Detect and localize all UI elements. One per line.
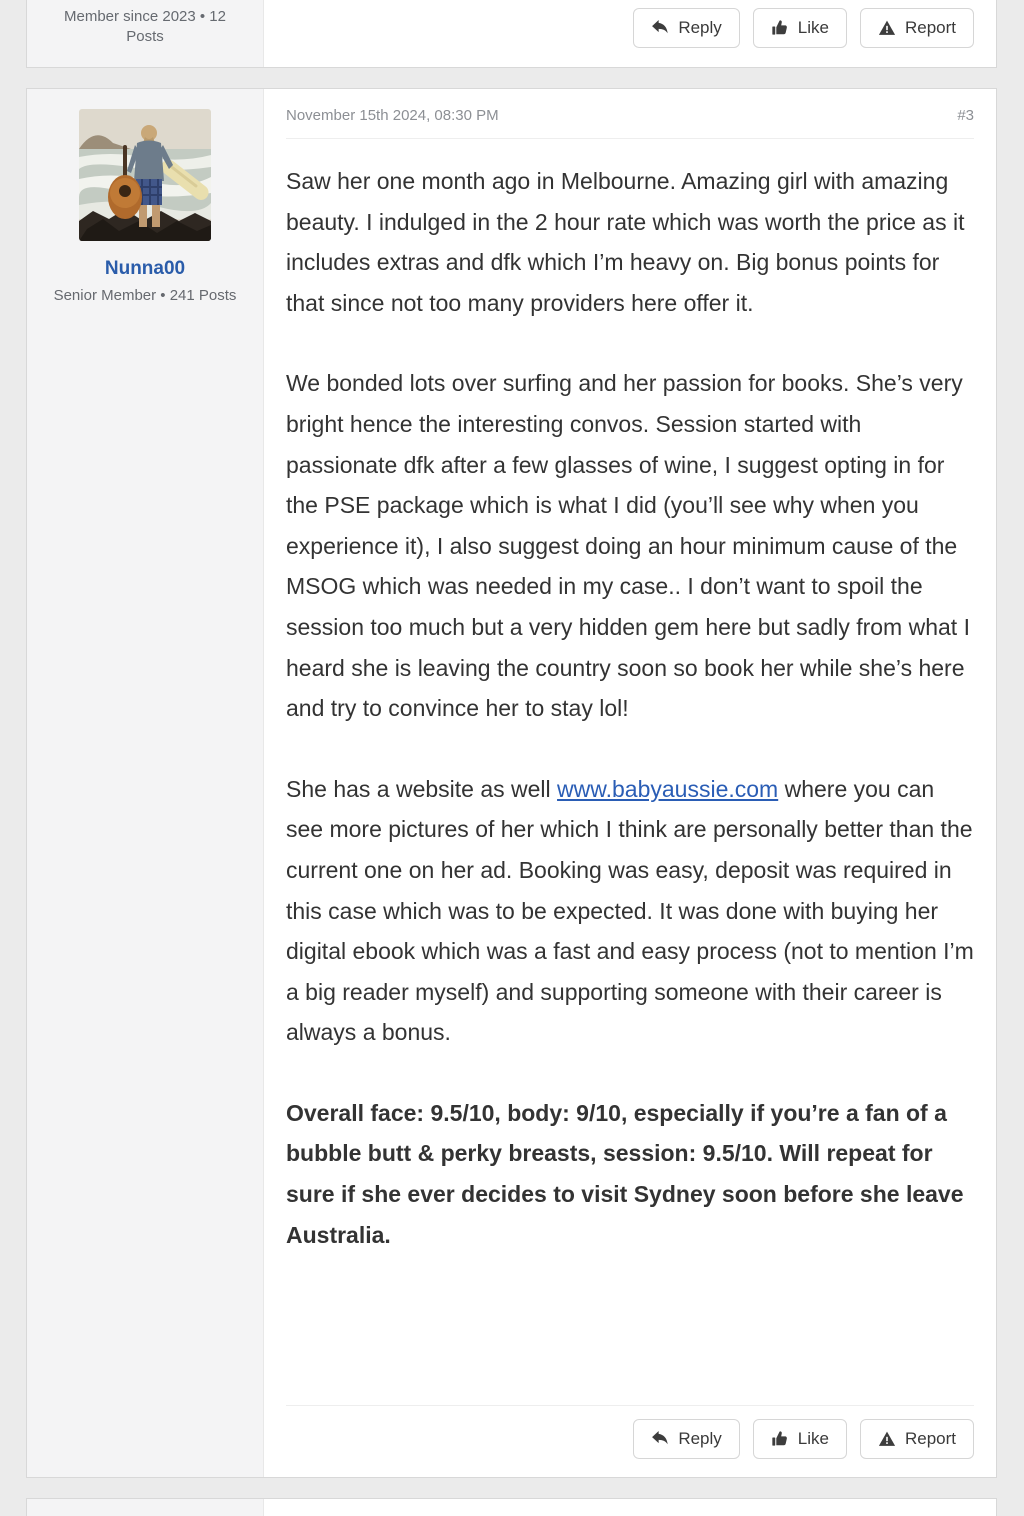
reply-button[interactable] [633,1419,739,1459]
reply-button-label: Reply [678,1429,722,1448]
next-post-content [264,1499,996,1516]
report-button-label: Report [904,1429,956,1448]
post-actions [286,1419,974,1459]
thumbs-up-icon [771,19,789,37]
post-footer [286,1405,974,1477]
warning-icon [878,1430,896,1448]
like-button[interactable] [753,8,847,48]
website-link[interactable]: www.babyaussie.com [557,775,779,802]
like-button-label: Like [797,1429,829,1448]
thumbs-up-icon [771,1430,789,1448]
post-paragraph: Saw her one month ago in Melbourne. Amazing girl with amazing beauty. I indulged in the 2 hour rate which was worth the price as it includes extras and dfk which I’m heavy on. Big bonus points for that since not too many providers here offer it. [286,168,965,316]
post-number[interactable]: #3 [957,107,974,124]
username-link[interactable]: Nunna00 [104,258,186,279]
post-content [264,89,996,1477]
previous-post-sidebar [27,0,264,67]
report-button[interactable] [860,1419,974,1459]
reply-button[interactable] [633,8,739,48]
user-meta-label: Senior Member • 241 Posts [53,287,237,304]
post-paragraph [286,769,974,1053]
member-since-label: Member since 2023 • 12 Posts [63,8,226,45]
paragraph-text: She has a website as well [286,775,558,802]
report-button-label: Report [904,18,956,37]
reply-button-label: Reply [678,18,722,37]
reply-icon [651,19,669,37]
post-date: November 15th 2024, 08:30 PM [286,107,499,124]
avatar[interactable] [79,109,211,241]
like-button[interactable] [753,1419,847,1459]
warning-icon [878,19,896,37]
post-card-main [26,88,997,1478]
post-card-next [26,1498,997,1516]
previous-post-content [264,0,996,67]
next-post-sidebar [27,1499,264,1516]
paragraph-text: where you can see more pictures of her which I think are personally better than the current one on her ad. Booking was easy, deposit was required in this case which was to be expected. It was done with buying her digital ebook which was a fast and easy process (not to mention I’m a big reader myself) and supporting someone with their career is always a bonus. [286,775,974,1046]
reply-icon [651,1430,669,1448]
report-button[interactable] [860,8,974,48]
previous-post-actions [264,0,996,48]
post-header [286,89,974,139]
post-paragraph-bold: Overall face: 9.5/10, body: 9/10, especially if you’re a fan of a bubble butt & perky breasts, session: 9.5/10. Will repeat for sure if she ever decides to visit Sydney soon before she leave Australia. [286,1099,964,1248]
post-card-previous [26,0,997,68]
like-button-label: Like [797,18,829,37]
post-author-sidebar [27,89,264,1477]
post-paragraph: We bonded lots over surfing and her passion for books. She’s very bright hence the interesting convos. Session started with passionate dfk after a few glasses of wine, I suggest opting in for the PSE package which is what I did (you’ll see why when you experience it), I also suggest doing an hour minimum cause of the MSOG which was needed in my case.. I don’t want to spoil the session too much but a very hidden gem here but sadly from what I heard she is leaving the country soon so book her while she’s here and try to convince her to stay lol! [286,370,970,722]
post-body [264,139,996,1405]
